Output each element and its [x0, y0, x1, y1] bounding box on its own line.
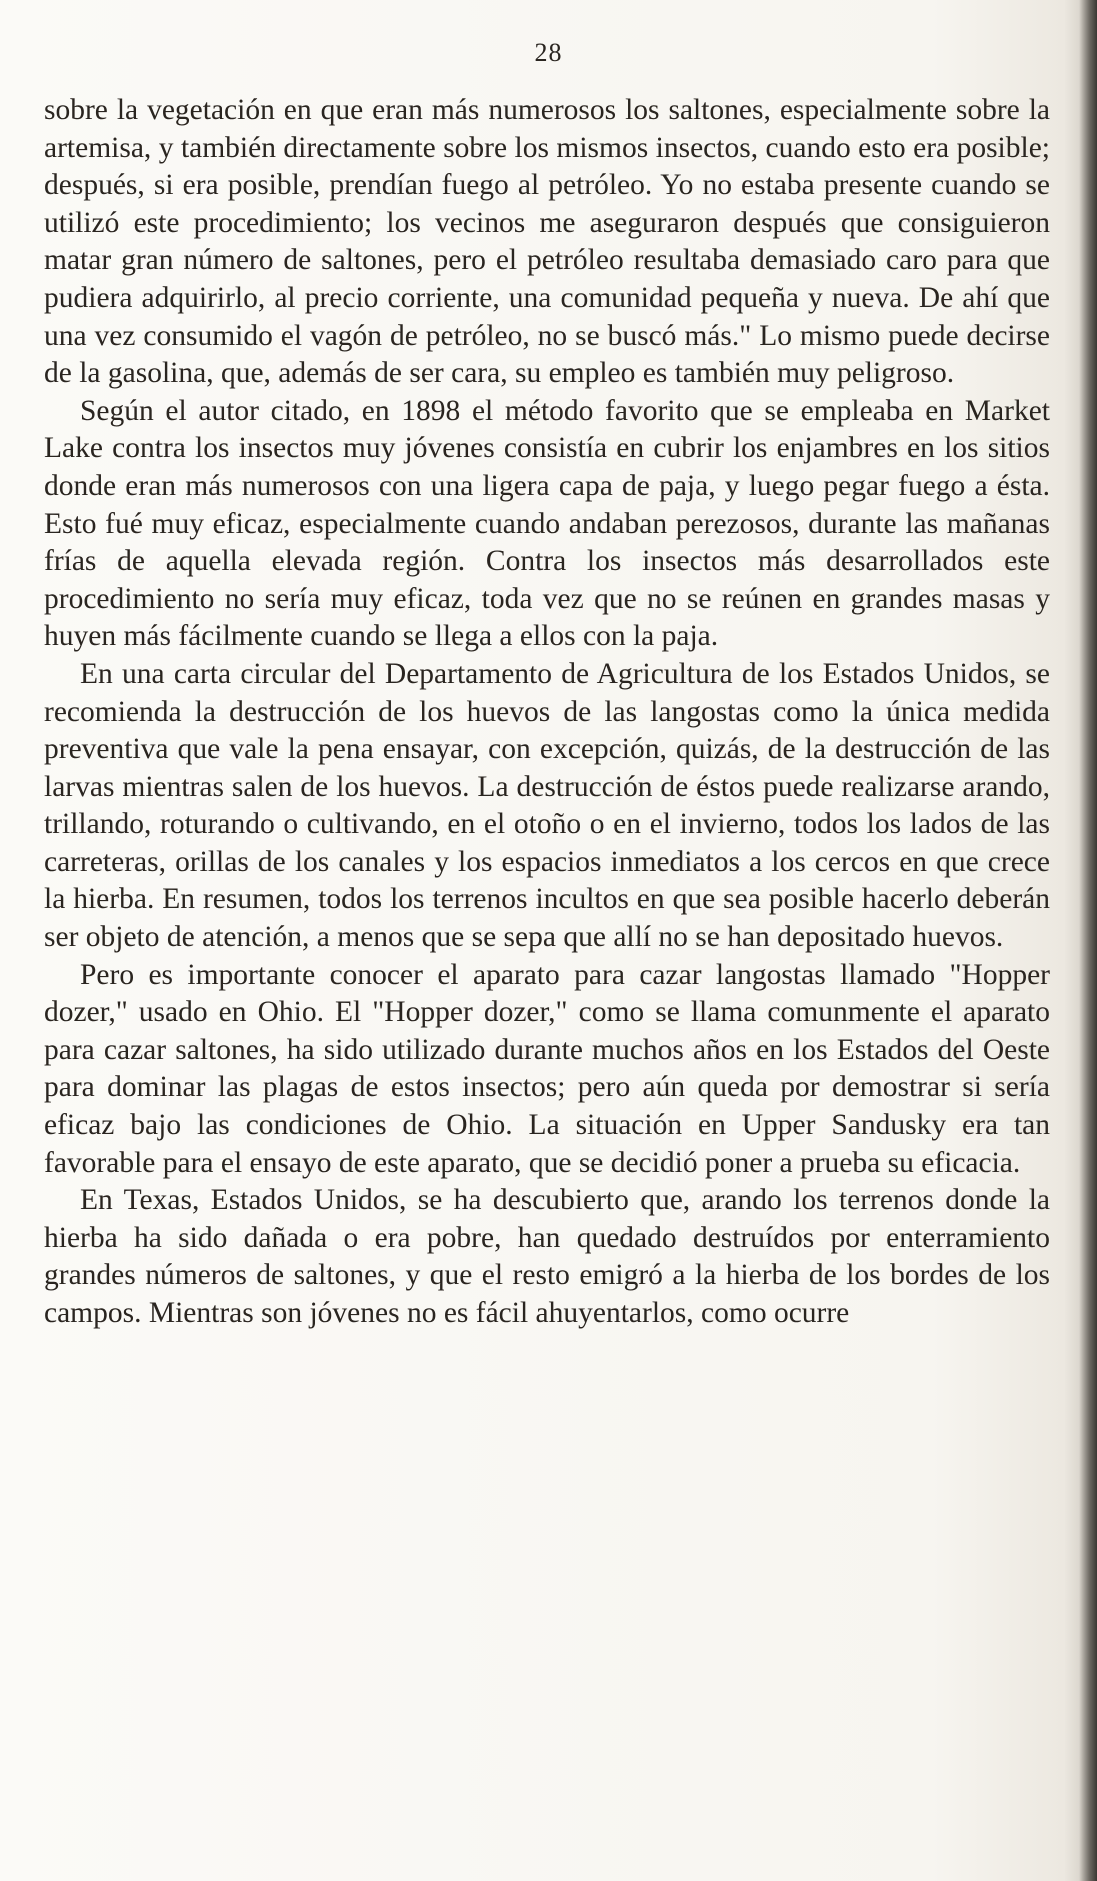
page-number: 28: [534, 38, 563, 67]
paragraph-1: sobre la vegetación en que eran más numerosos los saltones, especialmente sobre la artemisa, y también directamente sobre los mismos insectos, cuando esto era posible; después, si era posible, prendían fuego al petróleo. Yo no estaba presente cuando se utilizó este procedimiento; los vecinos me aseguraron después que consiguieron matar gran número de saltones, pero el petróleo resultaba demasiado caro para que pudiera adquirirlo, al precio corriente, una comunidad pequeña y nueva. De ahí que una vez consumido el vagón de petróleo, no se buscó más." Lo mismo puede decirse de la gasolina, que, además de ser cara, su empleo es también muy peligroso.: [44, 94, 1050, 390]
paragraph-4: Pero es importante conocer el aparato para cazar langostas llamado "Hopper dozer," usado en Ohio. El "Hopper dozer," como se llama comunmente el aparato para cazar saltones, ha sido utilizado durante muchos años en los Estados del Oeste para dominar las plagas de estos insectos; pero aún queda por demostrar si sería eficaz bajo las condiciones de Ohio. La situación en Upper Sandusky era tan favorable para el ensayo de este aparato, que se decidió poner a prueba su eficacia.: [44, 958, 1050, 1179]
paragraph-3: En una carta circular del Departamento de Agricultura de los Estados Unidos, se recomienda la destrucción de los huevos de las langostas como la única medida preventiva que vale la pena ensayar, con excepción, quizás, de la destrucción de las larvas mientras salen de los huevos. La destrucción de éstos puede realizarse arando, trillando, roturando o cultivando, en el otoño o en el invierno, todos los lados de las carreteras, orillas de los canales y los espacios inmediatos a los cercos en que crece la hierba. En resumen, todos los terrenos incultos en que sea posible hacerlo deberán ser objeto de atención, a menos que se sepa que allí no se han depositado huevos.: [44, 657, 1050, 954]
body-text: [44, 92, 1050, 1333]
paragraph-2: Según el autor citado, en 1898 el método favorito que se empleaba en Market Lake contra los insectos muy jóvenes consistía en cubrir los enjambres en los sitios donde eran más numerosos con una ligera capa de paja, y luego pegar fuego a ésta. Esto fué muy eficaz, especialmente cuando andaban perezosos, durante las mañanas frías de aquella elevada región. Contra los insectos más desarrollados este procedimiento no sería muy eficaz, toda vez que no se reúnen en grandes masas y huyen más fácilmente cuando se llega a ellos con la paja.: [44, 394, 1050, 653]
page-edge-shadow: [1079, 0, 1097, 1881]
paragraph-5: En Texas, Estados Unidos, se ha descubierto que, arando los terrenos donde la hierba ha sido dañada o era pobre, han quedado destruídos por enterramiento grandes números de saltones, y que el resto emigró a la hierba de los bordes de los campos. Mientras son jóvenes no es fácil ahuyentarlos, como ocurre: [44, 1184, 1050, 1329]
